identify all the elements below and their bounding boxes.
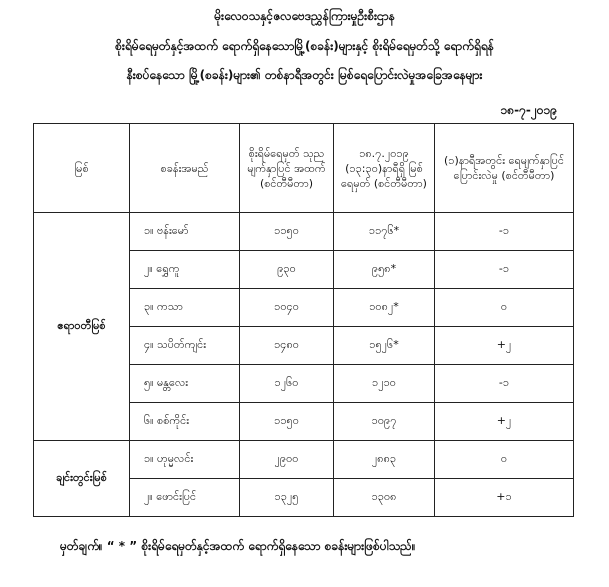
hourly-change: -၁ <box>435 213 574 251</box>
river-name: ဧရာဝတီမြစ် <box>34 213 130 441</box>
table-row <box>34 441 574 479</box>
table-row <box>34 213 574 251</box>
river-name: ချင်းတွင်းမြစ် <box>34 441 130 517</box>
col-hourly-change: (၁)နာရီအတွင်း ရေမျက်နှာပြင်ပြောင်းလဲမှု (စင်တီမီတာ) <box>435 124 574 213</box>
warning-level: ၁၄၈၀ <box>240 327 334 365</box>
warning-level: ၁၃၂၅ <box>240 479 334 517</box>
hourly-change: -၁ <box>435 365 574 403</box>
warning-level: ၂၉၀၀ <box>240 441 334 479</box>
table-header-row <box>34 124 574 213</box>
current-level: ၂၈၈၃ <box>334 441 435 479</box>
warning-level: ၁၀၄၀ <box>240 289 334 327</box>
station-name: ၁။ ဗန်းမော် <box>130 213 240 251</box>
station-name: ၁။ ဟုမ္မလင်း <box>130 441 240 479</box>
col-warning-level: စိုးရိမ်ရေမှတ် သုညမျက်နှာပြင် အထက် (စင်တီမီတာ) <box>240 124 334 213</box>
col-station: စခန်းအမည် <box>130 124 240 213</box>
current-level: ၁၀၈၂* <box>334 289 435 327</box>
station-name: ၅။ မန္တလေး <box>130 365 240 403</box>
station-name: ၂။ ဖောင်းပြင် <box>130 479 240 517</box>
hourly-change: +၁ <box>435 479 574 517</box>
hourly-change: ၀ <box>435 441 574 479</box>
col-current-level: ၁၈.၇.၂၀၁၉ (၁၃:၃၀)နာရီရှိ မြစ်ရေမှတ် (စင်တီမီတာ) <box>334 124 435 213</box>
current-level: ၁၅၂၆* <box>334 327 435 365</box>
station-name: ၆။ စစ်ကိုင်း <box>130 403 240 441</box>
current-level: ၁၂၁၀ <box>334 365 435 403</box>
station-name: ၄။ သပိတ်ကျင်း <box>130 327 240 365</box>
header-subtitle-1: စိုးရိမ်ရေမှတ်နှင့်အထက် ရောက်ရှိနေသောမြို့(စခန်း)များနှင့် စိုးရိမ်ရေမှတ်သို့ ရောက်ရှိရန် <box>115 39 494 53</box>
current-level: ၉၅၈* <box>334 251 435 289</box>
hourly-change: ၀ <box>435 289 574 327</box>
header-subtitle-2: နီးစပ်နေသော မြို့(စခန်း)များ၏ တစ်နာရီအတွင်း မြစ်ရေပြောင်းလဲမှုအခြေအနေများ <box>126 68 483 82</box>
footnote: မှတ်ချက်။ “ * ” စိုးရိမ်ရေမှတ်နှင့်အထက် ရောက်ရှိနေသော စခန်းများဖြစ်ပါသည်။ <box>60 539 416 553</box>
river-level-table <box>33 123 574 517</box>
warning-level: ၉၃၀ <box>240 251 334 289</box>
hourly-change: +၂ <box>435 327 574 365</box>
col-river: မြစ် <box>34 124 130 213</box>
warning-level: ၁၂၆၀ <box>240 365 334 403</box>
current-level: ၁၁၇၆* <box>334 213 435 251</box>
station-name: ၃။ ကသာ <box>130 289 240 327</box>
station-name: ၂။ ရွှေကူ <box>130 251 240 289</box>
report-date: ၁၈-၇-၂၀၁၉ <box>500 103 557 117</box>
current-level: ၁၃၀၈ <box>334 479 435 517</box>
hourly-change: -၁ <box>435 251 574 289</box>
header-title: မိုးလေဝသနှင့်ဇလဗေဒညွှန်ကြားမှုဦးစီးဌာန <box>214 9 395 23</box>
hourly-change: +၂ <box>435 403 574 441</box>
warning-level: ၁၁၅၀ <box>240 403 334 441</box>
warning-level: ၁၁၅၀ <box>240 213 334 251</box>
current-level: ၁၀၉၇ <box>334 403 435 441</box>
